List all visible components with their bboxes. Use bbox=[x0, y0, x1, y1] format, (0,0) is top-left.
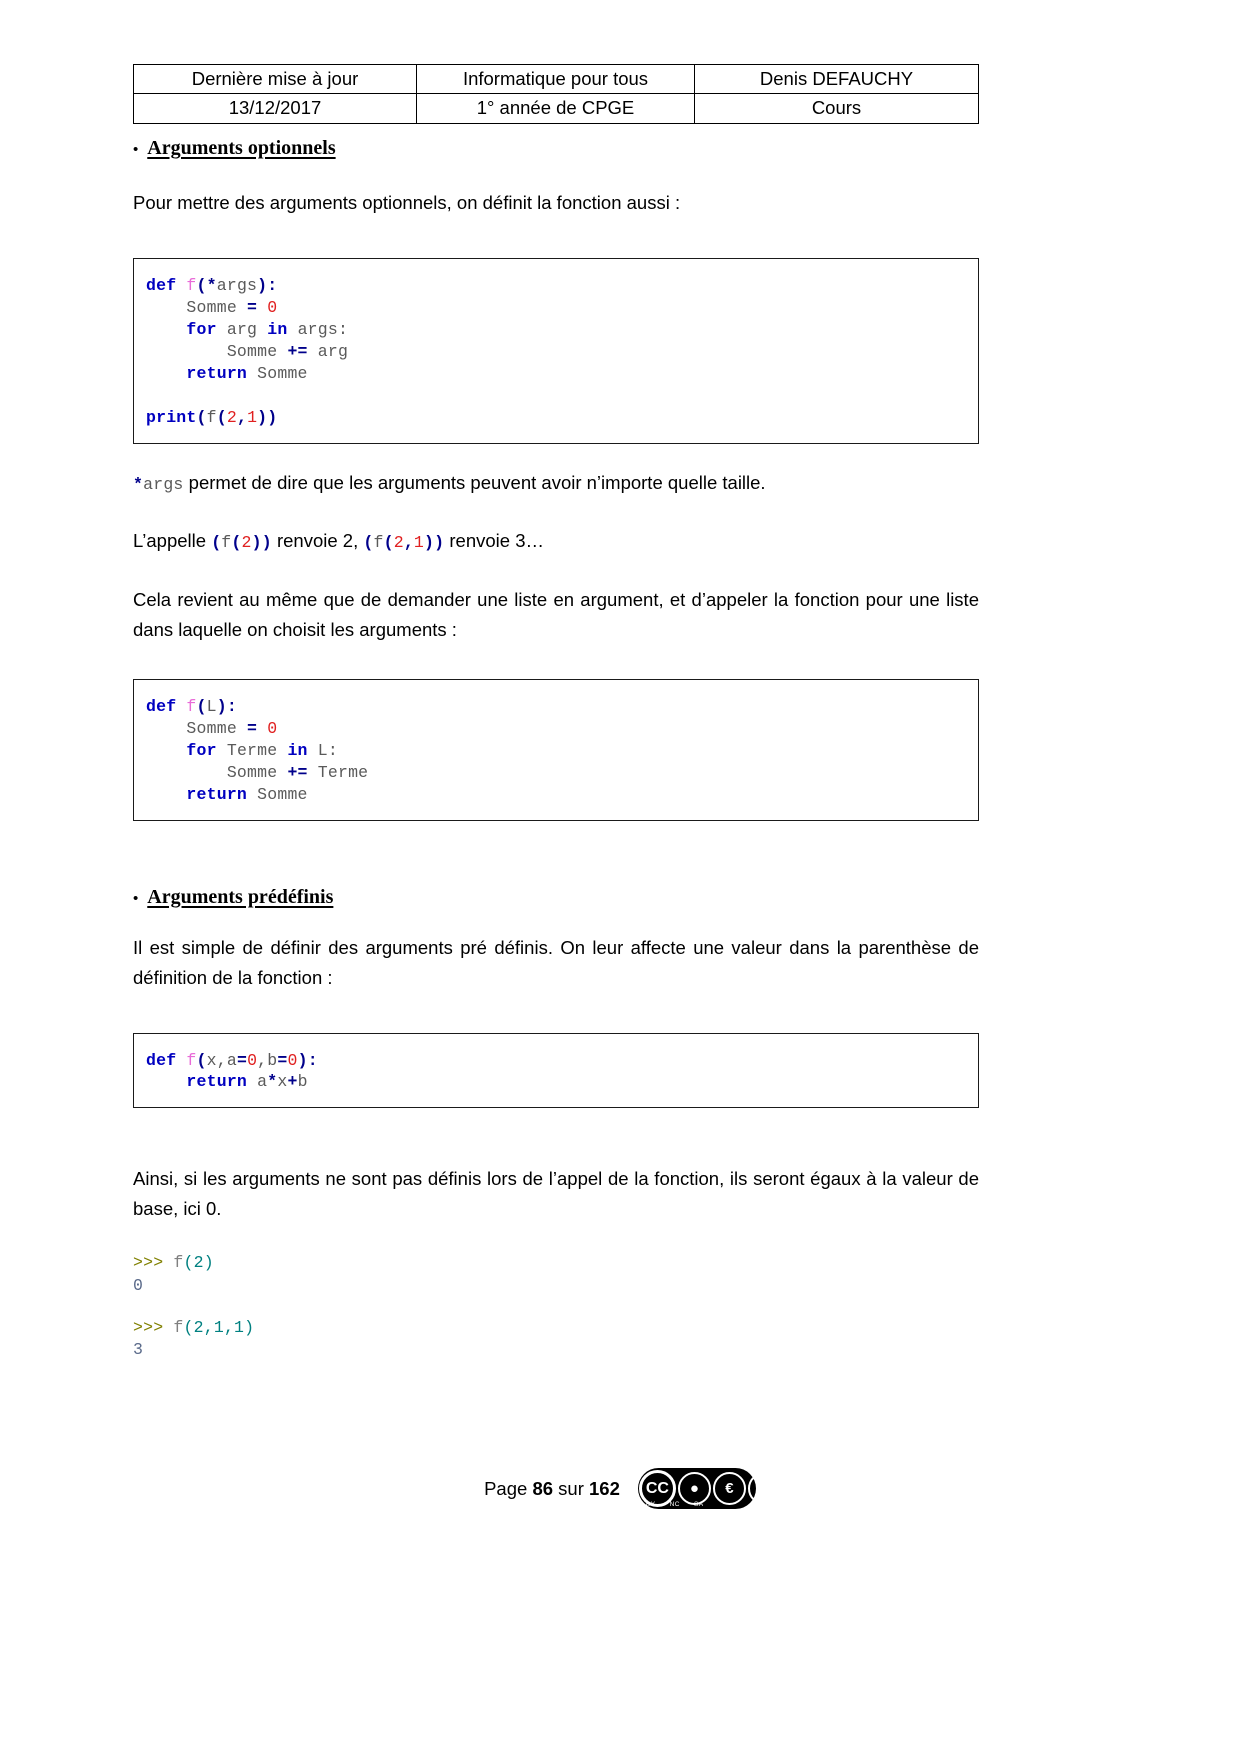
code-operand-a: a bbox=[247, 1072, 268, 1092]
section-heading-arguments-optionnels bbox=[133, 136, 979, 160]
code-keyword-in: in bbox=[287, 740, 308, 760]
cc-clause-labels bbox=[646, 1501, 752, 1508]
header-document-type: Cours bbox=[695, 94, 979, 123]
code-keyword-for: for bbox=[186, 740, 217, 760]
cc-by-label: BY bbox=[645, 1501, 656, 1508]
paragraph-intro-optional: Pour mettre des arguments optionnels, on définit la fonction aussi : bbox=[133, 192, 681, 213]
code-var-somme: Somme bbox=[186, 718, 248, 738]
code-assign-operator: = bbox=[247, 718, 258, 738]
paragraph-intro-predefined: Il est simple de définir des arguments pré définis. On leur affecte une valeur dans la parenthèse de définition de la fonction : bbox=[133, 936, 979, 988]
code-block-list-arg bbox=[133, 679, 979, 821]
code-keyword-return: return bbox=[186, 363, 248, 383]
code-plus-operator: + bbox=[287, 1072, 298, 1092]
console-argument: 2 bbox=[193, 1253, 204, 1273]
code-param-list: L bbox=[206, 696, 217, 716]
section-title: Arguments optionnels bbox=[147, 137, 336, 159]
cc-nc-nocommercial-icon: € bbox=[713, 1472, 746, 1505]
call-suffix: renvoie 3… bbox=[444, 530, 544, 552]
code-assign-operator: = bbox=[277, 1050, 288, 1070]
footer-page-total: 162 bbox=[589, 1477, 620, 1499]
cc-sa-sharealike-icon: ↻ bbox=[748, 1472, 781, 1505]
document-body bbox=[133, 136, 979, 1361]
code-return-value: Somme bbox=[247, 784, 308, 804]
call-prefix: L’appelle bbox=[133, 530, 212, 552]
header-last-update-label: Dernière mise à jour bbox=[134, 65, 417, 94]
code-keyword-for: for bbox=[186, 319, 217, 339]
cc-sa-label: SA bbox=[693, 1501, 704, 1508]
code-var-somme: Somme bbox=[186, 297, 248, 317]
code-function-name: f bbox=[186, 275, 197, 295]
inline-star: * bbox=[133, 474, 144, 494]
code-loop-var: Terme bbox=[307, 762, 369, 782]
footer-page-number: 86 bbox=[532, 1477, 554, 1499]
table-row bbox=[134, 94, 979, 123]
paragraph-args-note-text: permet de dire que les arguments peuvent avoir n’importe quelle taille. bbox=[183, 471, 766, 493]
paragraph-list-explanation: Cela revient au même que de demander une liste en argument, et d’appeler la fonction pour une liste dans laquelle on choisit les arguments : bbox=[133, 588, 979, 640]
code-comma: , bbox=[236, 407, 248, 427]
code-function-name: f bbox=[186, 1050, 197, 1070]
cc-by-person-icon: ● bbox=[678, 1472, 711, 1505]
console-transcript-first bbox=[133, 1252, 979, 1297]
document-header bbox=[133, 64, 978, 124]
bullet-icon: • bbox=[133, 141, 139, 158]
section-heading-arguments-predefinis bbox=[133, 885, 979, 909]
code-arg-first: 2 bbox=[226, 407, 237, 427]
code-return-value: Somme bbox=[247, 363, 308, 383]
footer-page-word: Page bbox=[484, 1477, 533, 1499]
header-author: Denis DEFAUCHY bbox=[695, 65, 979, 94]
code-keyword-def: def bbox=[146, 275, 177, 295]
console-prompt: >>> bbox=[133, 1253, 164, 1273]
code-content bbox=[146, 1050, 964, 1094]
call-middle: renvoie 2, bbox=[271, 530, 364, 552]
table-row bbox=[134, 65, 979, 94]
code-param-b: ,b bbox=[257, 1050, 278, 1070]
code-call-function: f bbox=[206, 407, 217, 427]
code-content bbox=[146, 696, 964, 806]
code-number-zero: 0 bbox=[257, 718, 278, 738]
creative-commons-license-badge[interactable] bbox=[638, 1468, 771, 1509]
code-param-args: args bbox=[216, 275, 258, 295]
inline-code-call-1: (f(2)) bbox=[211, 533, 272, 553]
code-operand-b: b bbox=[297, 1072, 308, 1092]
code-block-varargs bbox=[133, 258, 979, 444]
bullet-icon: • bbox=[133, 889, 139, 907]
paragraph-args-note bbox=[133, 468, 979, 499]
code-arg-second: 1 bbox=[247, 407, 258, 427]
cc-nc-label: NC bbox=[669, 1501, 680, 1508]
console-output: 3 bbox=[133, 1340, 144, 1360]
code-content bbox=[146, 275, 964, 429]
code-plus-assign-operator: += bbox=[287, 762, 308, 782]
code-paren-close-colon: ): bbox=[216, 696, 237, 716]
header-course-level: 1° année de CPGE bbox=[417, 94, 695, 123]
paragraph-call-examples bbox=[133, 526, 979, 557]
console-function: f bbox=[163, 1253, 184, 1273]
console-paren-close: ) bbox=[244, 1317, 255, 1337]
console-argument: 2,1,1 bbox=[193, 1317, 245, 1337]
code-paren-close-colon: ): bbox=[257, 275, 278, 295]
code-var-somme: Somme bbox=[226, 762, 288, 782]
console-paren-close: ) bbox=[203, 1253, 214, 1273]
console-transcript-second bbox=[133, 1317, 979, 1362]
header-course-title: Informatique pour tous bbox=[417, 65, 695, 94]
code-paren-close: )) bbox=[257, 407, 278, 427]
footer-page-of: sur bbox=[553, 1477, 590, 1499]
inline-args: args bbox=[143, 474, 184, 494]
code-keyword-in: in bbox=[267, 319, 288, 339]
console-paren-open: ( bbox=[183, 1317, 194, 1337]
code-multiply-operator: * bbox=[267, 1072, 278, 1092]
code-block-default-args bbox=[133, 1033, 979, 1109]
inline-code-star-args bbox=[133, 475, 184, 494]
paragraph-outro-predefined: Ainsi, si les arguments ne sont pas définis lors de l’appel de la fonction, ils seront égaux à la valeur de base, ici 0. bbox=[133, 1168, 979, 1220]
code-paren-open: ( bbox=[216, 407, 227, 427]
code-paren-open: ( bbox=[196, 407, 207, 427]
code-builtin-print: print bbox=[146, 407, 197, 427]
code-paren-open: ( bbox=[196, 696, 207, 716]
code-assign-operator: = bbox=[247, 297, 258, 317]
console-output: 0 bbox=[133, 1275, 144, 1295]
console-function: f bbox=[163, 1317, 184, 1337]
code-star-operator: * bbox=[206, 275, 217, 295]
code-loop-var: Terme bbox=[216, 740, 288, 760]
inline-code-call-2: (f(2,1)) bbox=[363, 533, 445, 553]
code-paren-open: ( bbox=[196, 1050, 207, 1070]
code-paren-open: ( bbox=[196, 275, 207, 295]
console-paren-open: ( bbox=[183, 1253, 194, 1273]
code-params-x-a: x,a bbox=[206, 1050, 237, 1070]
header-table bbox=[133, 64, 979, 124]
code-loop-var: arg bbox=[307, 341, 349, 361]
code-default-value-b: 0 bbox=[287, 1050, 298, 1070]
code-assign-operator: = bbox=[236, 1050, 248, 1070]
code-keyword-def: def bbox=[146, 1050, 177, 1070]
code-keyword-def: def bbox=[146, 696, 177, 716]
code-keyword-return: return bbox=[186, 1072, 248, 1092]
code-default-value-a: 0 bbox=[247, 1050, 258, 1070]
code-number-zero: 0 bbox=[257, 297, 278, 317]
cc-logo-icon: CC bbox=[639, 1470, 676, 1507]
code-operand-x: x bbox=[277, 1072, 288, 1092]
section-title: Arguments prédéfinis bbox=[147, 885, 334, 908]
page-number-label bbox=[484, 1478, 620, 1500]
code-var-somme: Somme bbox=[226, 341, 288, 361]
code-function-name: f bbox=[186, 696, 197, 716]
code-loop-seq: L: bbox=[307, 740, 338, 760]
console-prompt: >>> bbox=[133, 1317, 164, 1337]
code-plus-assign-operator: += bbox=[287, 341, 308, 361]
code-paren-close-colon: ): bbox=[297, 1050, 318, 1070]
code-loop-seq: args: bbox=[287, 319, 349, 339]
header-last-update-date: 13/12/2017 bbox=[134, 94, 417, 123]
code-keyword-return: return bbox=[186, 784, 248, 804]
page-footer bbox=[0, 1468, 1240, 1509]
code-loop-var: arg bbox=[216, 319, 268, 339]
